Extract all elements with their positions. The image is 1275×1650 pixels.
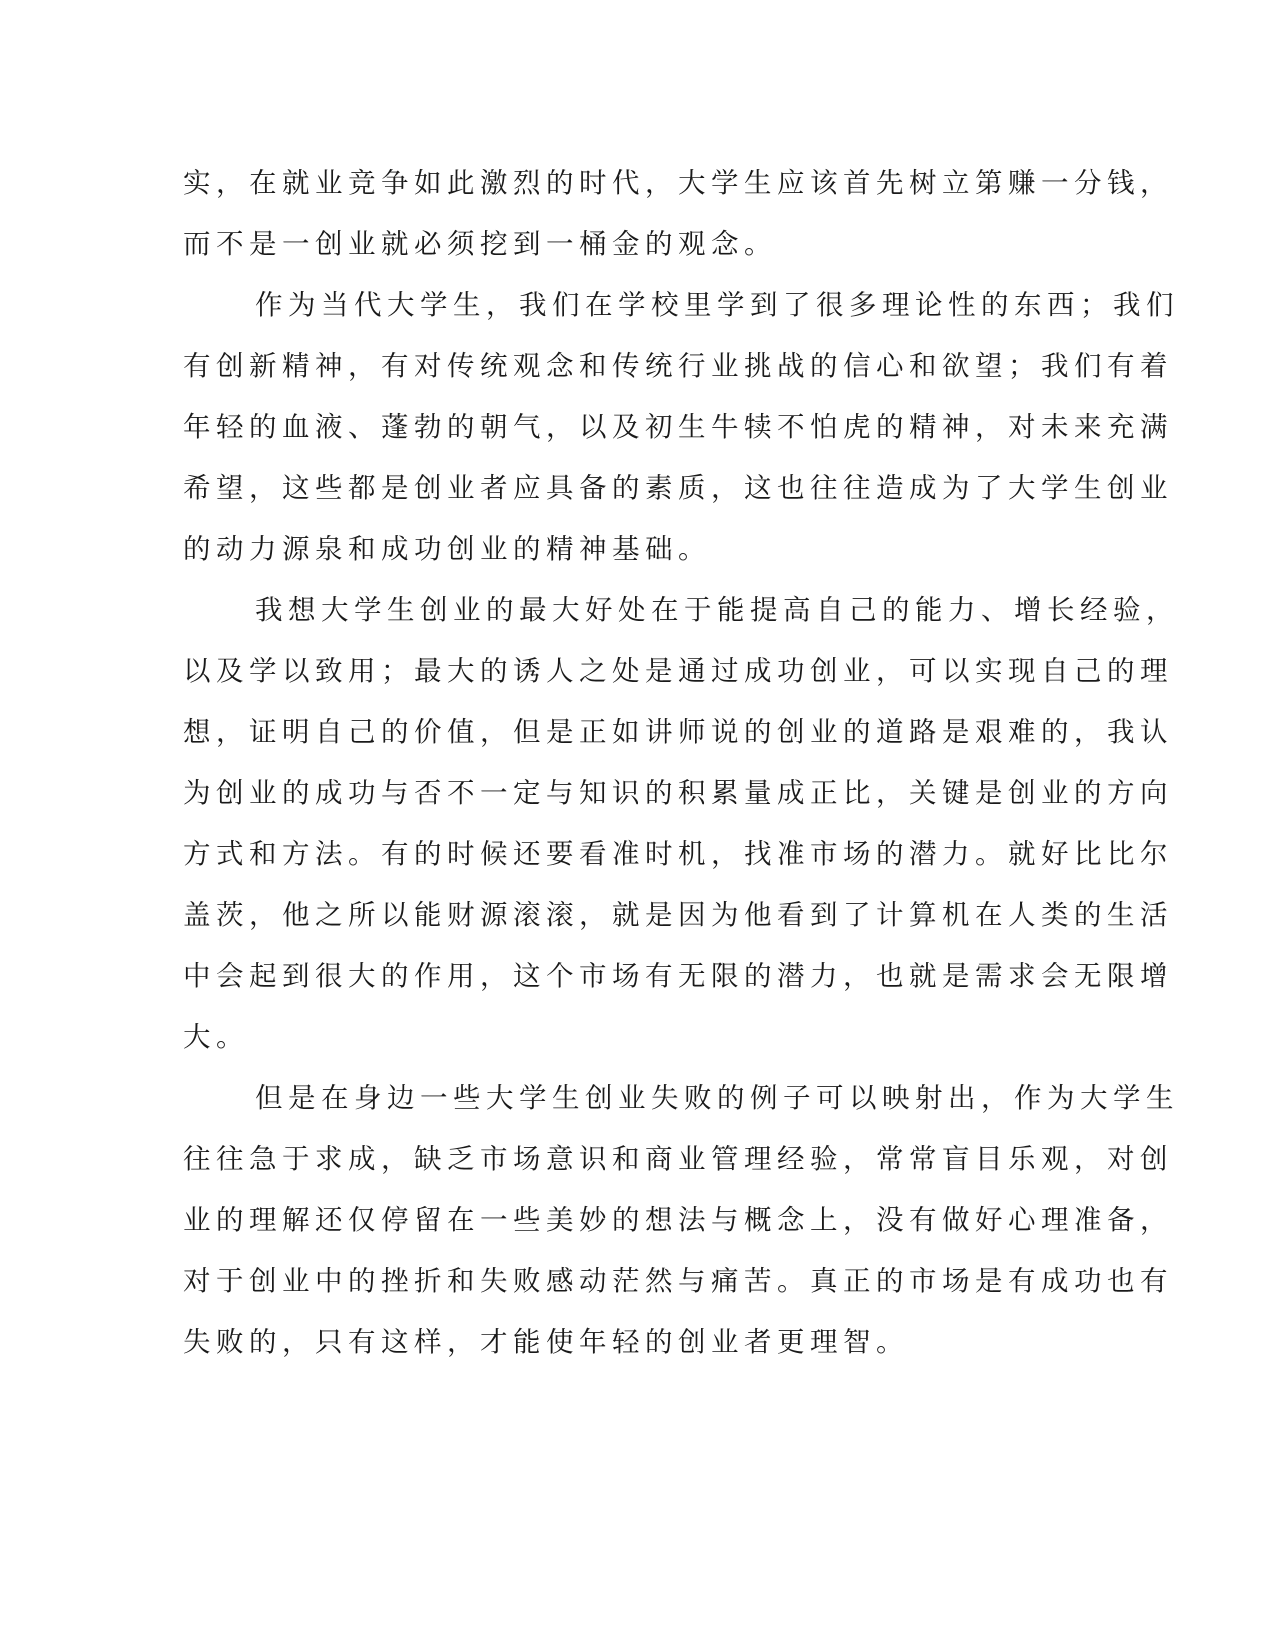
paragraph-2 (183, 282, 1179, 587)
text-line: 对于创业中的挫折和失败感动茫然与痛苦。真正的市场是有成功也有 (183, 1265, 1173, 1297)
text-line: 为创业的成功与否不一定与知识的积累量成正比，关键是创业的方向 (183, 777, 1173, 809)
text-line: 希望，这些都是创业者应具备的素质，这也往往造成为了大学生创业 (183, 472, 1173, 504)
text-line: 我想大学生创业的最大好处在于能提高自己的能力、增长经验， (255, 594, 1179, 626)
text-line: 业的理解还仅停留在一些美妙的想法与概念上，没有做好心理准备， (183, 1204, 1173, 1236)
text-line: 作为当代大学生，我们在学校里学到了很多理论性的东西；我们 (255, 289, 1179, 321)
text-line: 大。 (183, 1021, 249, 1053)
text-line: 而不是一创业就必须挖到一桶金的观念。 (183, 228, 777, 260)
document-body (183, 160, 1179, 1380)
text-line: 实，在就业竞争如此激烈的时代，大学生应该首先树立第赚一分钱， (183, 167, 1173, 199)
text-line: 但是在身边一些大学生创业失败的例子可以映射出，作为大学生 (255, 1082, 1179, 1114)
text-line: 盖茨，他之所以能财源滚滚，就是因为他看到了计算机在人类的生活 (183, 899, 1173, 931)
text-line: 中会起到很大的作用，这个市场有无限的潜力，也就是需求会无限增 (183, 960, 1173, 992)
text-line: 以及学以致用；最大的诱人之处是通过成功创业，可以实现自己的理 (183, 655, 1173, 687)
text-line: 方式和方法。有的时候还要看准时机，找准市场的潜力。就好比比尔 (183, 838, 1173, 870)
text-line: 往往急于求成，缺乏市场意识和商业管理经验，常常盲目乐观，对创 (183, 1143, 1173, 1175)
paragraph-4 (183, 1075, 1179, 1380)
text-line: 想，证明自己的价值，但是正如讲师说的创业的道路是艰难的，我认 (183, 716, 1173, 748)
text-line: 年轻的血液、蓬勃的朝气，以及初生牛犊不怕虎的精神，对未来充满 (183, 411, 1173, 443)
paragraph-3 (183, 587, 1179, 1075)
text-line: 有创新精神，有对传统观念和传统行业挑战的信心和欲望；我们有着 (183, 350, 1173, 382)
text-line: 的动力源泉和成功创业的精神基础。 (183, 533, 711, 565)
text-line: 失败的，只有这样，才能使年轻的创业者更理智。 (183, 1326, 909, 1358)
paragraph-1 (183, 160, 1173, 282)
